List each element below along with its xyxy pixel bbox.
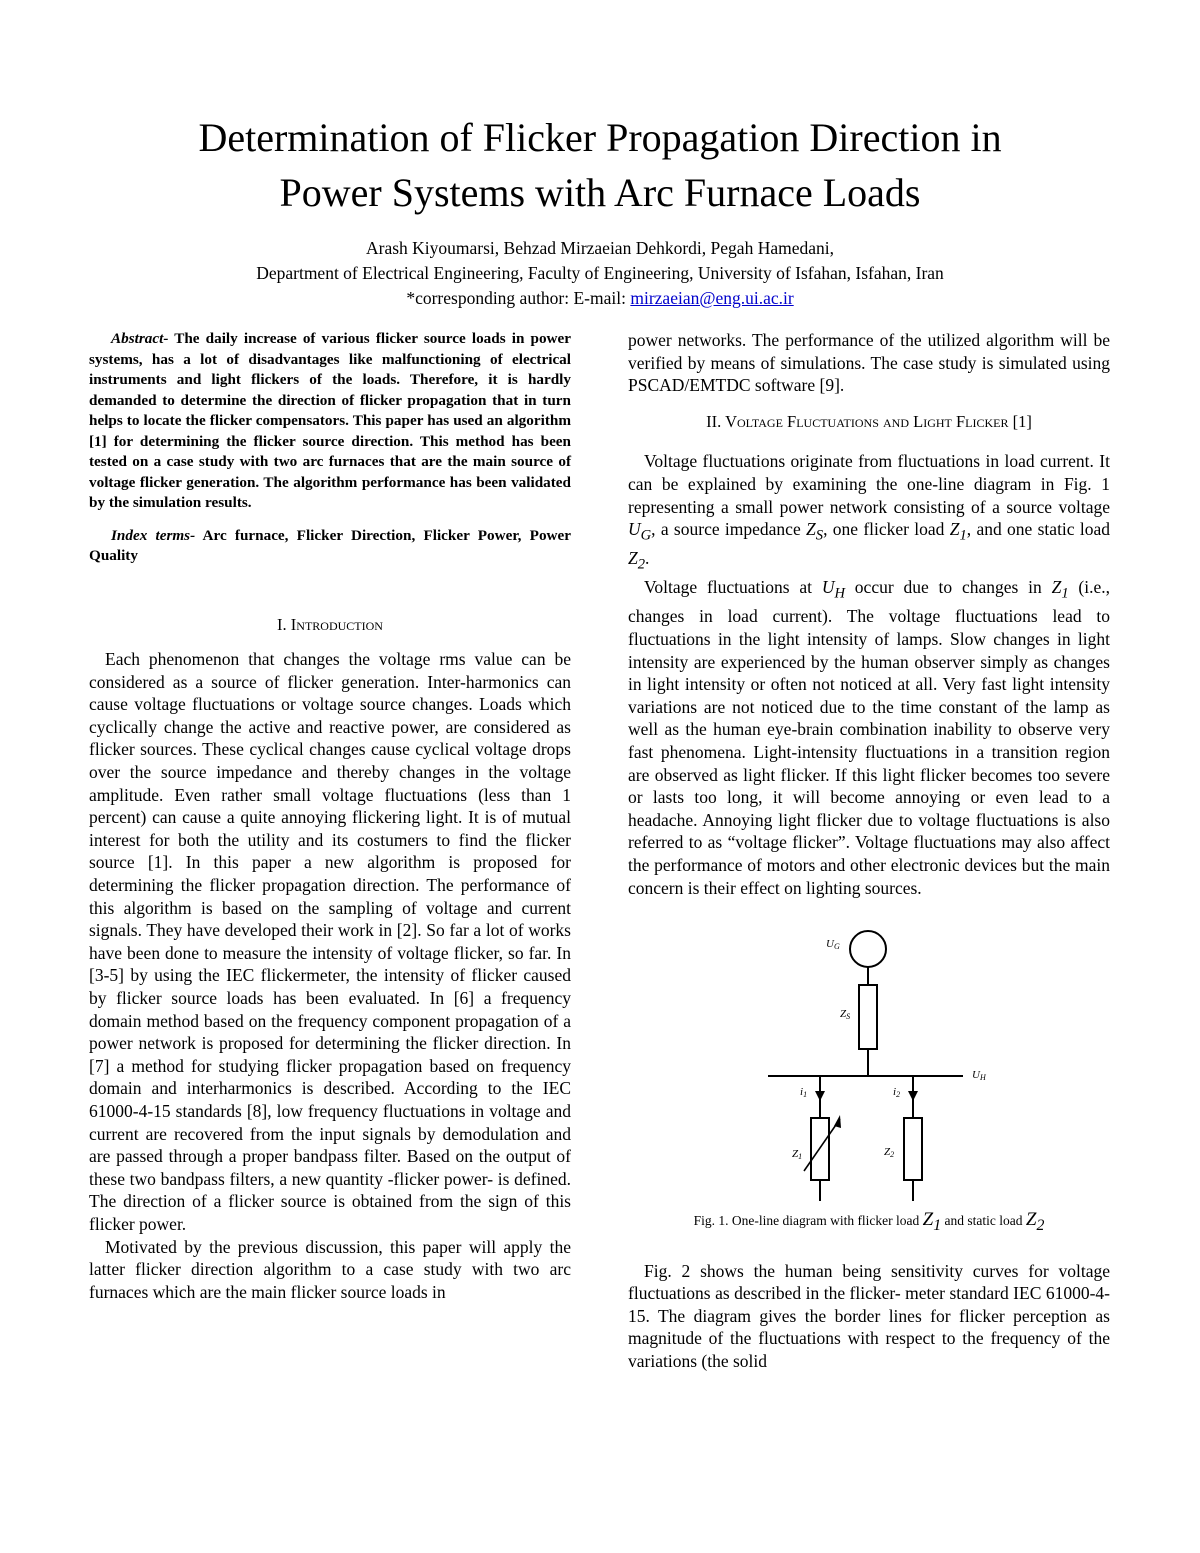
abstract [89,329,571,514]
figure-1-diagram [628,923,1110,1203]
email-link[interactable]: mirzaeian@eng.ui.ac.ir [630,288,794,308]
intro-continuation: power networks. The performance of the utilized algorithm will be verified by means of simulations. The case study is simulated using PSCAD/EMTDC software [9]. [628,330,1110,396]
paper-title [60,110,1140,220]
title-line-1: Determination of Flicker Propagation Direction in [198,115,1002,160]
label-letter: Z [840,1008,847,1021]
intro-paragraph-1: Each phenomenon that changes the voltage rms value can be considered as a source of flicker generation. Inter-harmonics can cause voltage fluctuations or voltage source changes. Loads which cyclically change the active and reactive power, are considered as flicker sources. These cyclical changes cause cyclical voltage drops over the source impedance and thereby changes in the voltage amplitude. Even rather small voltage fluctuations (less than 1 percent) can cause a quite annoying flickering light. It is of mutual interest for both the utility and its costumers to find the flicker source [1]. In this paper a new algorithm is proposed for determining the flicker propagation direction. The performance of this algorithm is based on the sampling of voltage and current signals. They have developed their work in [2]. So far a lot of works have been done to measure the intensity of voltage flicker, so far. In [3-5] by using the IEC flickermeter, the intensity of flicker caused by flicker source loads has been evaluated. In [6] a frequency domain method based on the frequency component propagation of a power network is proposed for determining the flicker direction. In [7] a method for studying flicker propagation based on frequency domain and interharmonics is described. According to the IEC 61000-4-15 standards [8], low frequency fluctuations in voltage and current are recovered from the input signals by demodulation and are passed through a proper bandpass filter. Based on the output of these two bandpass filters, a new quantity -flicker power- is defined. The direction of a flicker source is obtained from the sign of this flicker power. [89,649,571,1234]
symbol-z1 [949,519,967,544]
label-z2 [884,1146,894,1159]
symbol-letter: Z [1051,577,1062,598]
label-i1 [800,1086,807,1099]
current-arrow-2 [908,1091,918,1101]
label-subscript: 2 [890,1150,895,1160]
section-2-paragraph-3: Fig. 2 shows the human being sensitivity curves for voltage fluctuations as described in the flicker- meter standard IEC 61000-4-15. The diagram gives the border lines for flicker perception as magnitude of the fluctuations with respect to the frequency of the variations (the solid [628,1260,1110,1371]
symbol-letter: Z [628,548,638,569]
label-letter: Z [884,1146,891,1159]
current-arrow-1 [815,1091,825,1101]
label-letter: U [972,1069,980,1082]
index-terms-label: Index terms- [111,526,196,544]
text-run: Voltage fluctuations at [644,577,822,598]
symbol-subscript: 1 [933,1216,942,1234]
text-run: occur due to changes in [845,577,1052,598]
symbol-letter: U [821,577,835,598]
symbol-letter: Z [1025,1209,1037,1231]
caption-symbol-z1 [922,1209,942,1234]
section-1-heading: I. Introduction [277,614,383,634]
left-column [89,329,571,1303]
symbol-subscript: 1 [1061,585,1069,602]
symbol-ug [628,519,652,544]
text-run: , one flicker load [823,519,950,540]
text-run: . [645,548,650,569]
one-line-diagram [628,923,1110,1203]
figure-1-caption [628,1209,1110,1237]
symbol-letter: Z [806,519,816,540]
right-column [628,329,1110,1373]
author-names: Arash Kiyoumarsi, Behzad Mirzaeian Dehkordi, Pegah Hamedani, [366,238,834,258]
symbol-letter: U [628,519,641,540]
label-z1 [792,1148,802,1161]
title-line-2: Power Systems with Arc Furnace Loads [279,170,921,215]
label-subscript: G [833,942,840,952]
contact-prefix: *corresponding author: E-mail: [406,288,631,308]
text-run: , and one static load [966,519,1110,540]
label-letter: i [893,1086,897,1099]
author-affiliation: Department of Electrical Engineering, Faculty of Engineering, University of Isfahan, Isfahan, Iran [256,263,944,283]
symbol-uh [821,577,845,602]
symbol-z1 [1051,577,1069,602]
section-2-heading: II. Voltage Fluctuations and Light Flicker [1] [706,411,1032,431]
symbol-subscript: S [815,527,824,544]
label-i2 [893,1086,900,1099]
label-subscript: S [846,1012,851,1022]
section-2-paragraph-2 [628,576,1110,899]
intro-paragraph-2: Motivated by the previous discussion, this paper will apply the latter flicker direction algorithm to a case study with two arc furnaces which are the main flicker source loads in [89,1236,571,1302]
caption-text: Fig. 1. One-line diagram with flicker load [693,1213,923,1229]
variable-arrow [804,1119,840,1171]
source-impedance-symbol [859,985,877,1049]
text-run: Voltage fluctuations originate from fluctuations in load current. It can be explained by examining the one-line diagram in Fig. 1 representing a small power network consisting of a source voltage [628,451,1110,517]
symbol-zs [806,519,824,544]
index-terms-text: Arc furnace, Flicker Direction, Flicker Power, Power Quality [89,526,572,564]
variable-arrowhead [834,1115,841,1128]
voltage-source-symbol [850,931,886,967]
symbol-z2 [628,548,646,573]
symbol-subscript: 2 [637,556,646,573]
index-terms [89,526,571,567]
abstract-text: The daily increase of various flicker source loads in power systems, has a lot of disadvantages like malfunctioning of electrical instruments and light flickers of the loads. Therefore, it is hardly demanded to determine the direction of flicker propagation that in turn helps to locate the flicker compensators. This paper has used an algorithm [1] for determining the flicker source direction. This method has been tested on a case study with two arc furnaces that are the main source of voltage flicker generation. The algorithm performance has been validated by the simulation results. [89,330,571,511]
symbol-letter: Z [949,519,960,540]
label-letter: i [800,1086,804,1099]
label-subscript: 1 [803,1090,808,1100]
label-letter: U [826,938,834,951]
caption-symbol-z2 [1025,1209,1045,1234]
text-run: , a source impedance [651,519,807,540]
caption-text: and static load [941,1213,1026,1229]
abstract-label: Abstract- [111,330,169,347]
symbol-subscript: 1 [959,527,967,544]
label-subscript: 1 [798,1152,803,1162]
text-run: (i.e., changes in load current). The voltage fluctuations lead to fluctuations in the light intensity of lamps. Slow changes in light intensity are experienced by the human observer simply as changes in light intensity or often not noticed at all. Very fast light intensity variations are not noticed due to the time constant of the lamp as well as the human eye-brain combination inability to observe very fast phenomena. Light-intensity fluctuations in a transition region are observed as light flicker. If this light flicker becomes too severe or lasts too long, it will become annoying or even lead to a headache. Annoying light flicker due to voltage fluctuations is also referred to as “voltage flicker”. Voltage fluctuations may also affect the performance of motors and other electronic devices but the main concern is their effect on lighting sources. [628,577,1110,898]
label-ug [826,938,840,951]
section-2-paragraph-1 [628,450,1110,576]
symbol-letter: Z [922,1209,934,1231]
label-subscript: H [979,1073,986,1083]
symbol-subscript: G [640,527,652,544]
static-load-symbol [904,1118,922,1180]
symbol-subscript: 2 [1036,1216,1045,1234]
label-letter: Z [792,1148,799,1161]
symbol-subscript: H [834,585,845,602]
label-uh [972,1069,987,1082]
author-contact [60,286,1140,311]
author-block [60,236,1140,311]
label-subscript: 2 [896,1090,901,1100]
label-zs [840,1008,850,1021]
